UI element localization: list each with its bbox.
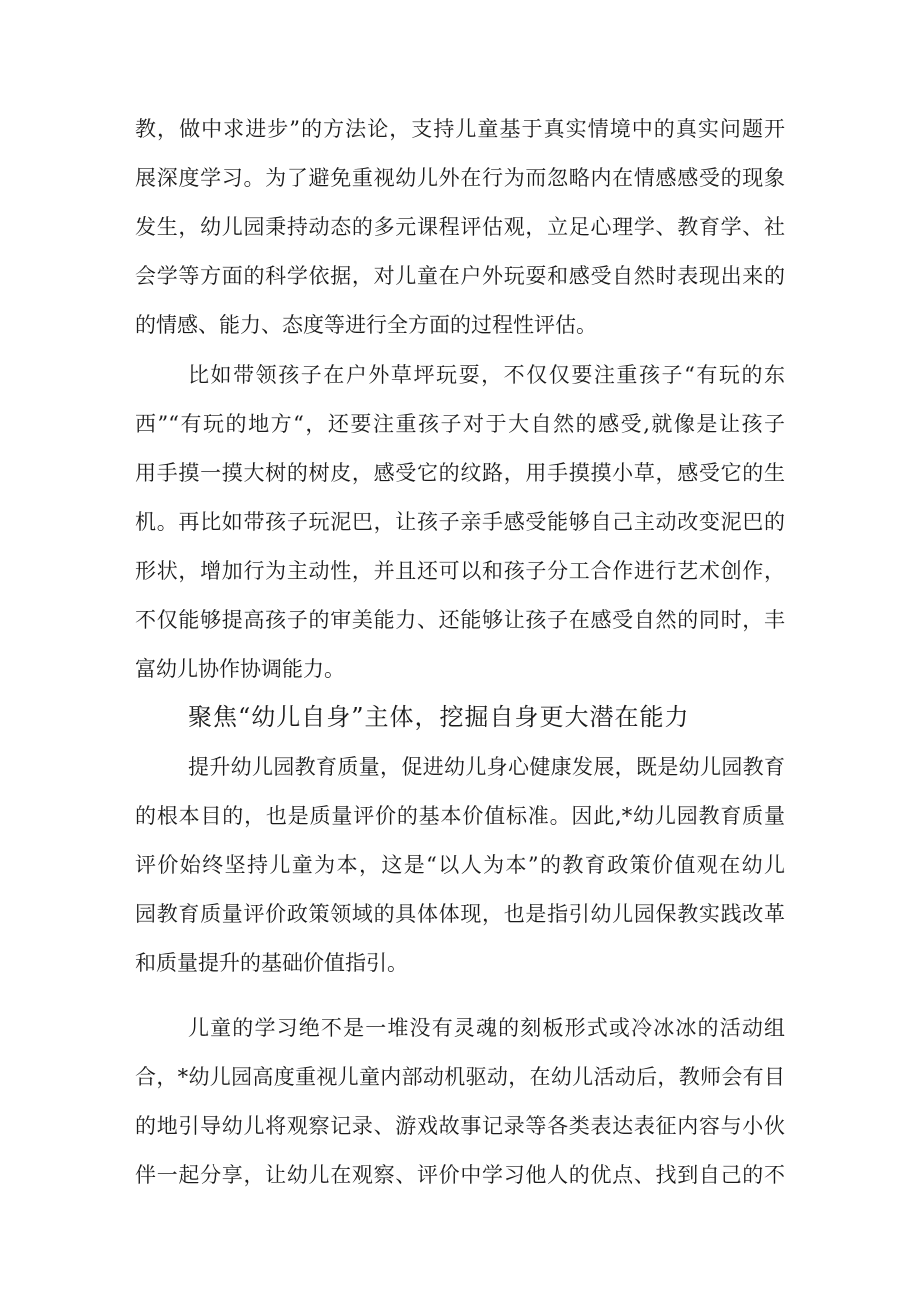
text-line: 比如带领孩子在户外草坪玩耍，不仅仅要注重孩子“有玩的东 xyxy=(188,363,785,387)
text-line: 合，*幼儿园高度重视儿童内部动机驱动，在幼儿活动后，教师会有目 xyxy=(135,1065,785,1089)
text-line: 儿童的学习绝不是一堆没有灵魂的刻板形式或冷冰冰的活动组 xyxy=(188,1016,785,1040)
text-line: 不仅能够提高孩子的审美能力、还能够让孩子在感受自然的同时，丰 xyxy=(135,608,785,632)
text-line: 和质量提升的基础价值指引。 xyxy=(135,951,408,975)
text-line: 形状，增加行为主动性，并且还可以和孩子分工合作进行艺术创作， xyxy=(135,559,785,583)
text-line: 提升幼儿园教育质量，促进幼儿身心健康发展，既是幼儿园教育 xyxy=(188,755,785,779)
text-line: 评价始终坚持儿童为本，这是“以人为本”的教育政策价值观在幼儿 xyxy=(135,853,785,877)
text-line: 伴一起分享，让幼儿在观察、评价中学习他人的优点、找到自己的不 xyxy=(135,1163,785,1187)
text-line: 教，做中求进步”的方法论，支持儿童基于真实情境中的真实问题开 xyxy=(135,117,785,141)
section-heading: 聚焦“幼儿自身”主体，挖掘自身更大潜在能力 xyxy=(188,703,690,731)
text-line: 机。再比如带孩子玩泥巴，让孩子亲手感受能够自己主动改变泥巴的 xyxy=(135,510,785,534)
text-line: 的情感、能力、态度等进行全方面的过程性评估。 xyxy=(135,313,597,337)
text-line: 西”“有玩的地方“，还要注重孩子对于大自然的感受,就像是让孩子 xyxy=(135,412,785,436)
text-line: 用手摸一摸大树的树皮，感受它的纹路，用手摸摸小草，感受它的生 xyxy=(135,461,785,485)
text-line: 的根本目的，也是质量评价的基本价值标准。因此,*幼儿园教育质量 xyxy=(135,804,785,828)
text-line: 会学等方面的科学依据，对儿童在户外玩耍和感受自然时表现出来的 xyxy=(135,264,785,288)
text-line: 发生，幼儿园秉持动态的多元课程评估观，立足心理学、教育学、社 xyxy=(135,215,785,239)
text-line: 园教育质量评价政策领域的具体体现，也是指引幼儿园保教实践改革 xyxy=(135,902,785,926)
text-line: 的地引导幼儿将观察记录、游戏故事记录等各类表达表征内容与小伙 xyxy=(135,1114,785,1138)
text-line: 富幼儿协作协调能力。 xyxy=(135,657,345,681)
text-line: 展深度学习。为了避免重视幼儿外在行为而忽略内在情感感受的现象 xyxy=(135,166,785,190)
